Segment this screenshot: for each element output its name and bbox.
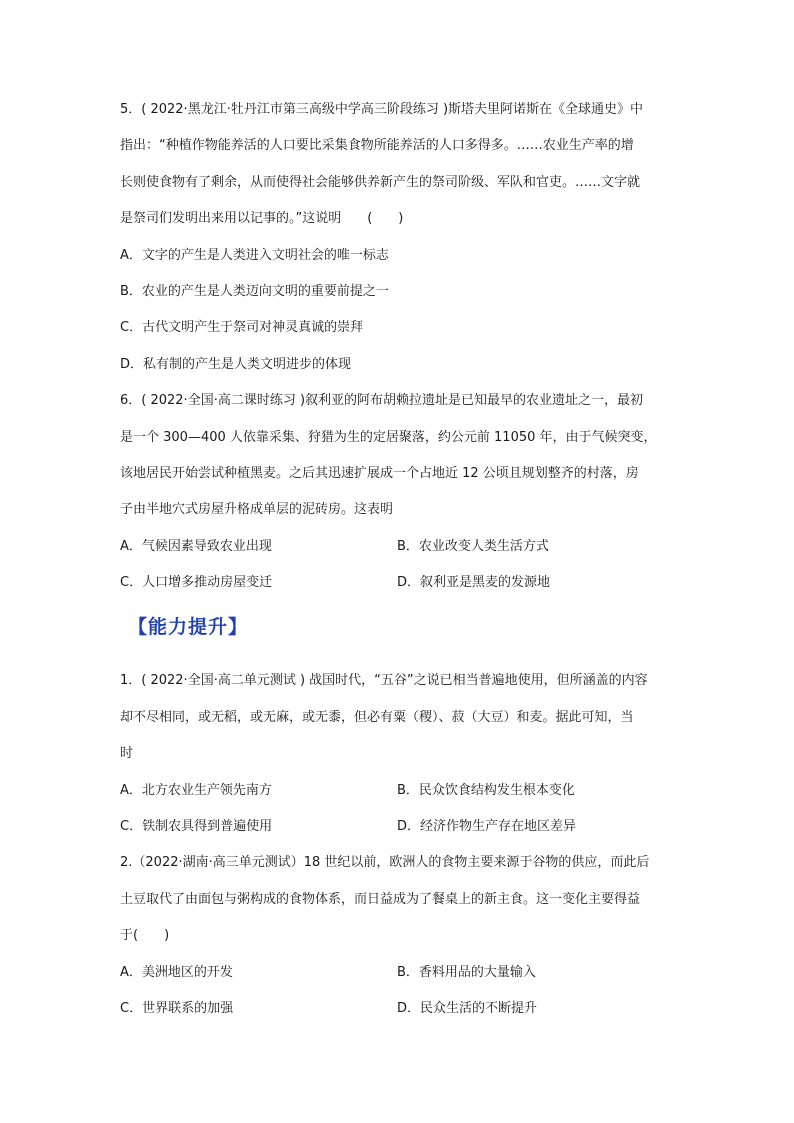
ability-question-1-options-row-2 — [120, 809, 680, 845]
question-5-option-d: D．私有制的产生是人类文明进步的体现 — [120, 356, 352, 372]
question-5-stem-line-2: 指出：“种植作物能养活的人口要比采集食物所能养活的人口多得多。……农业生产率的增 — [120, 138, 634, 154]
section-heading-ability: 【能力提升】 — [128, 616, 249, 639]
question-6-stem-line-4: 子由半地穴式房屋升格成单层的泥砖房。这表明 — [120, 502, 394, 518]
ability-question-2-stem-line-2: 土豆取代了由面包与粥构成的食物体系，而日益成为了餐桌上的新主食。这一变化主要得益 — [120, 891, 641, 907]
ability-question-1-options-row-1 — [120, 773, 680, 809]
question-6 — [120, 383, 680, 601]
ability-question-1-option-b: B．民众饮食结构发生根本变化 — [397, 782, 575, 798]
ability-question-1-option-d: D．经济作物生产存在地区差异 — [397, 819, 577, 835]
question-5-option-a: A．文字的产生是人类进入文明社会的唯一标志 — [120, 247, 389, 263]
question-6-option-c: C．人口增多推动房屋变迁 — [120, 575, 273, 591]
question-6-option-d: D．叙利亚是黑麦的发源地 — [397, 575, 551, 591]
question-5-option-c: C．古代文明产生于祭司对神灵真诚的崇拜 — [120, 320, 364, 336]
ability-question-2-option-d: D．民众生活的不断提升 — [397, 1000, 538, 1016]
document-content — [120, 92, 680, 1027]
ability-question-1-stem-line-2: 却不尽相同，或无稻，或无麻，或无黍，但必有粟（稷）、菽（大豆）和麦。据此可知，当 — [120, 709, 634, 725]
ability-question-2-option-b: B．香料用品的大量输入 — [397, 964, 536, 980]
ability-question-2-option-c: C．世界联系的加强 — [120, 1000, 234, 1016]
question-5-option-b: B．农业的产生是人类迈向文明的重要前提之一 — [120, 283, 389, 299]
ability-question-1-option-a: A．北方农业生产领先南方 — [120, 782, 272, 798]
ability-question-1-stem-line-1: 1．( 2022·全国·高二单元测试 ) 战国时代，“五谷”之说已相当普遍地使用，但所涵盖的内容 — [120, 673, 648, 689]
question-6-option-b: B．农业改变人类生活方式 — [397, 538, 549, 554]
ability-question-2-options-row-1 — [120, 955, 680, 991]
question-5 — [120, 92, 680, 383]
ability-question-2-options-row-2 — [120, 991, 680, 1027]
question-5-stem-line-3: 长则使食物有了剩余，从而使得社会能够供养新产生的祭司阶级、军队和官吏。……文字就 — [120, 174, 641, 190]
question-6-stem-line-3: 该地居民开始尝试种植黑麦。之后其迅速扩展成一个占地近 12 公顷且规划整齐的村落，房 — [120, 465, 639, 481]
ability-question-2-stem-line-3: 于( ) — [120, 928, 170, 944]
question-6-stem-line-1: 6．( 2022·全国·高二课时练习 )叙利亚的阿布胡赖拉遗址是已知最早的农业遗址之一，最初 — [120, 393, 644, 409]
question-6-option-a: A．气候因素导致农业出现 — [120, 538, 272, 554]
ability-question-2-option-a: A．美洲地区的开发 — [120, 964, 233, 980]
question-5-stem-line-1: 5．( 2022·黑龙江·牡丹江市第三高级中学高三阶段练习 )斯塔夫里阿诺斯在《全球通史》中 — [120, 102, 644, 117]
question-6-options-row-2 — [120, 565, 680, 601]
ability-question-1 — [120, 663, 680, 845]
question-5-stem-line-4: 是祭司们发明出来用以记事的。”这说明 ( ) — [120, 211, 404, 227]
ability-question-2-stem-line-1: 2.（2022·湖南·高三单元测试）18 世纪以前，欧洲人的食物主要来源于谷物的供应，而此后 — [120, 855, 650, 871]
section-gap — [120, 653, 680, 663]
ability-question-2 — [120, 845, 680, 1027]
question-6-options-row-1 — [120, 529, 680, 565]
ability-question-1-stem-line-3: 时 — [120, 746, 134, 762]
question-6-stem-line-2: 是一个 300—400 人依靠采集、狩猎为生的定居聚落，约公元前 11050 年，由于气候突变， — [120, 429, 657, 445]
ability-question-1-option-c: C．铁制农具得到普遍使用 — [120, 819, 273, 835]
